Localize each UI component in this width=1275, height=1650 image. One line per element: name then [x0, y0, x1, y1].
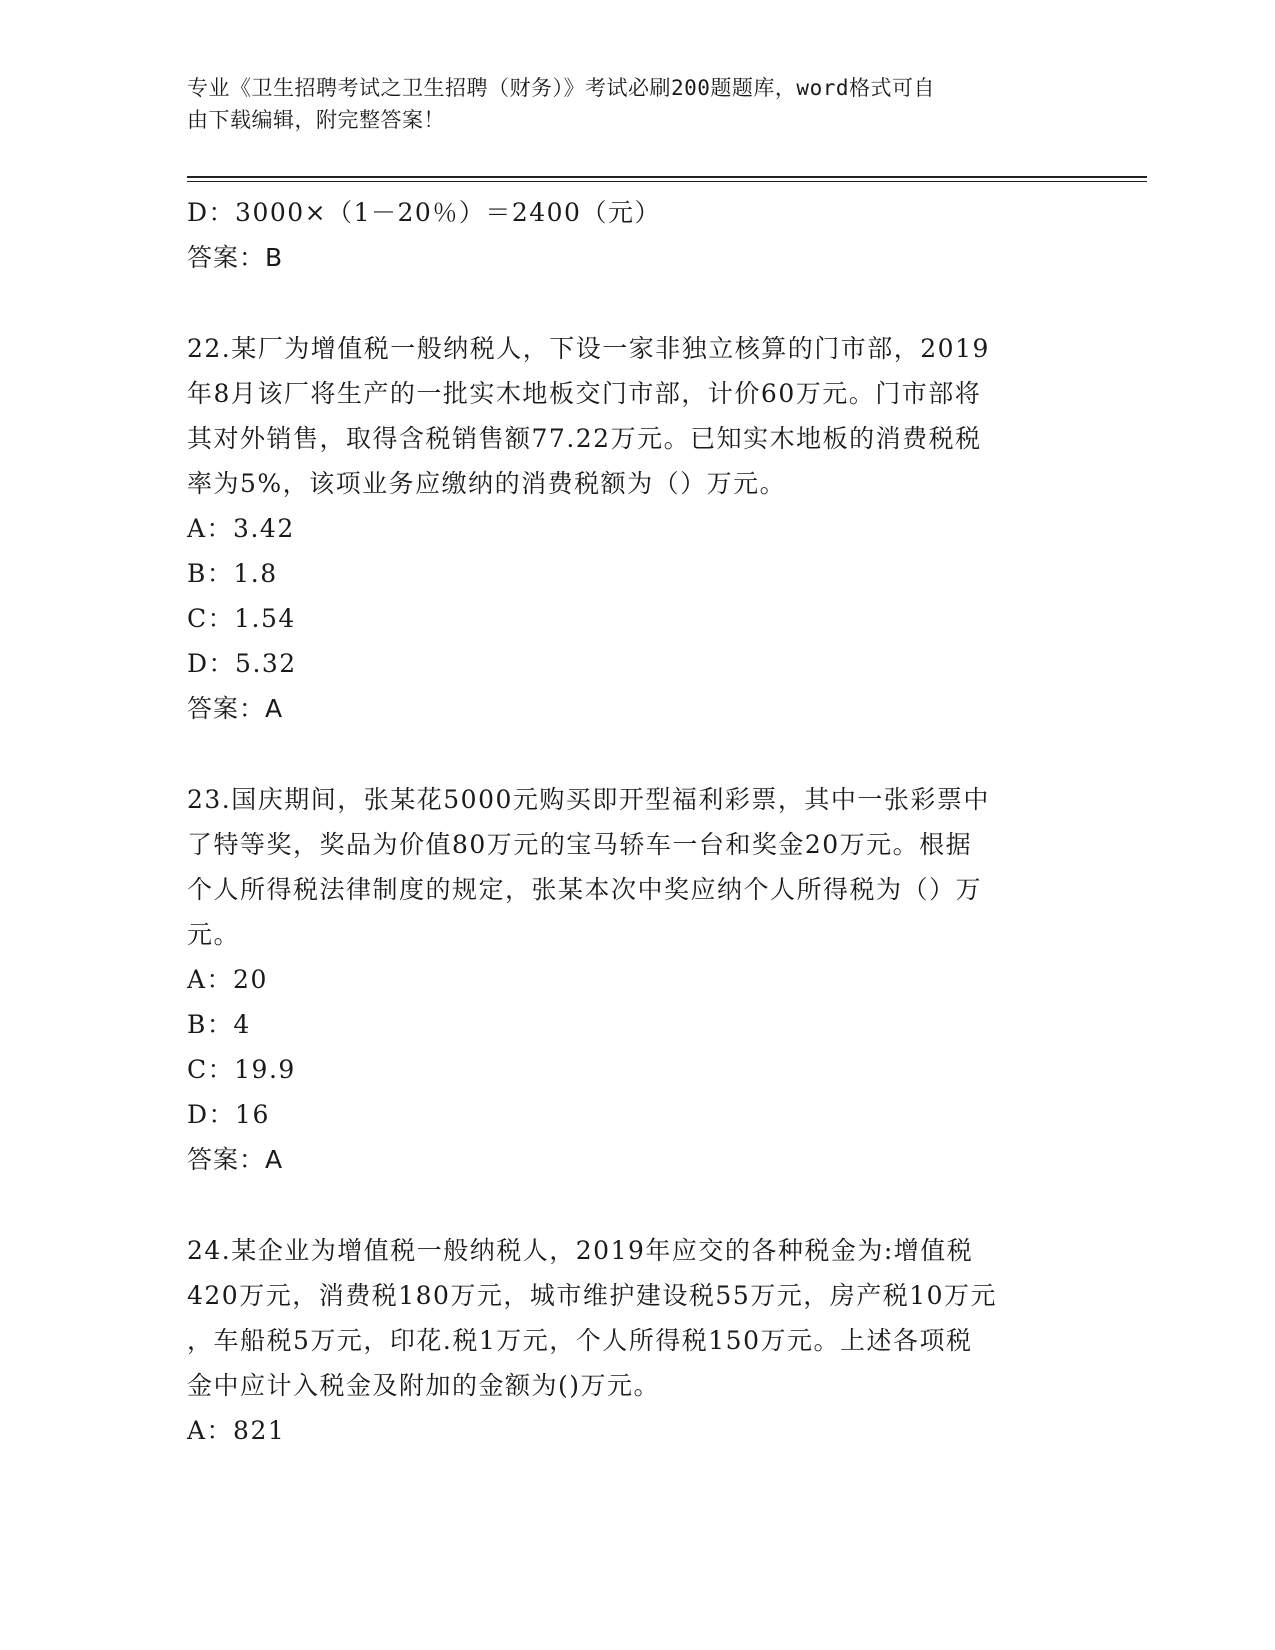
answer-line: 答案：A — [187, 694, 284, 723]
stem-line: 年8月该厂将生产的一批实木地板交门市部，计价60万元。门市部将 — [187, 379, 982, 408]
stem-line: 22.某厂为增值税一般纳税人，下设一家非独立核算的门市部，2019 — [187, 334, 990, 363]
page-header — [187, 72, 1067, 136]
stem-line: 了特等奖，奖品为价值80万元的宝马轿车一台和奖金20万元。根据 — [187, 830, 973, 859]
stem-line: 23.国庆期间，张某花5000元购买即开型福利彩票，其中一张彩票中 — [187, 785, 990, 814]
carryover-answer: 答案：B — [187, 243, 284, 272]
option-b: B：1.8 — [187, 559, 278, 588]
question-23 — [187, 777, 1087, 1182]
stem-line: 其对外销售，取得含税销售额77.22万元。已知实木地板的消费税税 — [187, 424, 982, 453]
stem-line: ，车船税5万元，印花.税1万元，个人所得税150万元。上述各项税 — [187, 1326, 973, 1355]
option-a: A：20 — [187, 965, 268, 994]
carryover-option: D：3000×（1－20％）＝2400（元） — [187, 198, 661, 227]
option-c: C：19.9 — [187, 1055, 296, 1084]
header-line: 专业《卫生招聘考试之卫生招聘（财务）》考试必刷200题题库，word格式可自 — [187, 76, 935, 100]
option-c: C：1.54 — [187, 604, 296, 633]
answer-line: 答案：A — [187, 1145, 284, 1174]
stem-line: 24.某企业为增值税一般纳税人，2019年应交的各种税金为:增值税 — [187, 1236, 974, 1265]
option-a: A：821 — [187, 1416, 286, 1445]
stem-line: 个人所得税法律制度的规定，张某本次中奖应纳个人所得税为（）万 — [187, 875, 983, 904]
question-content — [187, 190, 1087, 1453]
question-24 — [187, 1228, 1087, 1453]
header-divider-thin — [187, 181, 1147, 182]
option-b: B：4 — [187, 1010, 251, 1039]
question-stem — [187, 777, 1087, 957]
option-d: D：5.32 — [187, 649, 297, 678]
option-a: A：3.42 — [187, 514, 295, 543]
stem-line: 元。 — [187, 920, 241, 949]
header-line: 由下载编辑，附完整答案！ — [187, 108, 445, 132]
option-d: D：16 — [187, 1100, 270, 1129]
question-stem — [187, 326, 1087, 506]
question-22 — [187, 326, 1087, 731]
header-divider-thick — [187, 176, 1147, 178]
stem-line: 420万元，消费税180万元，城市维护建设税55万元，房产税10万元 — [187, 1281, 998, 1310]
stem-line: 率为5%，该项业务应缴纳的消费税额为（）万元。 — [187, 469, 787, 498]
stem-line: 金中应计入税金及附加的金额为()万元。 — [187, 1371, 661, 1400]
question-stem — [187, 1228, 1087, 1408]
